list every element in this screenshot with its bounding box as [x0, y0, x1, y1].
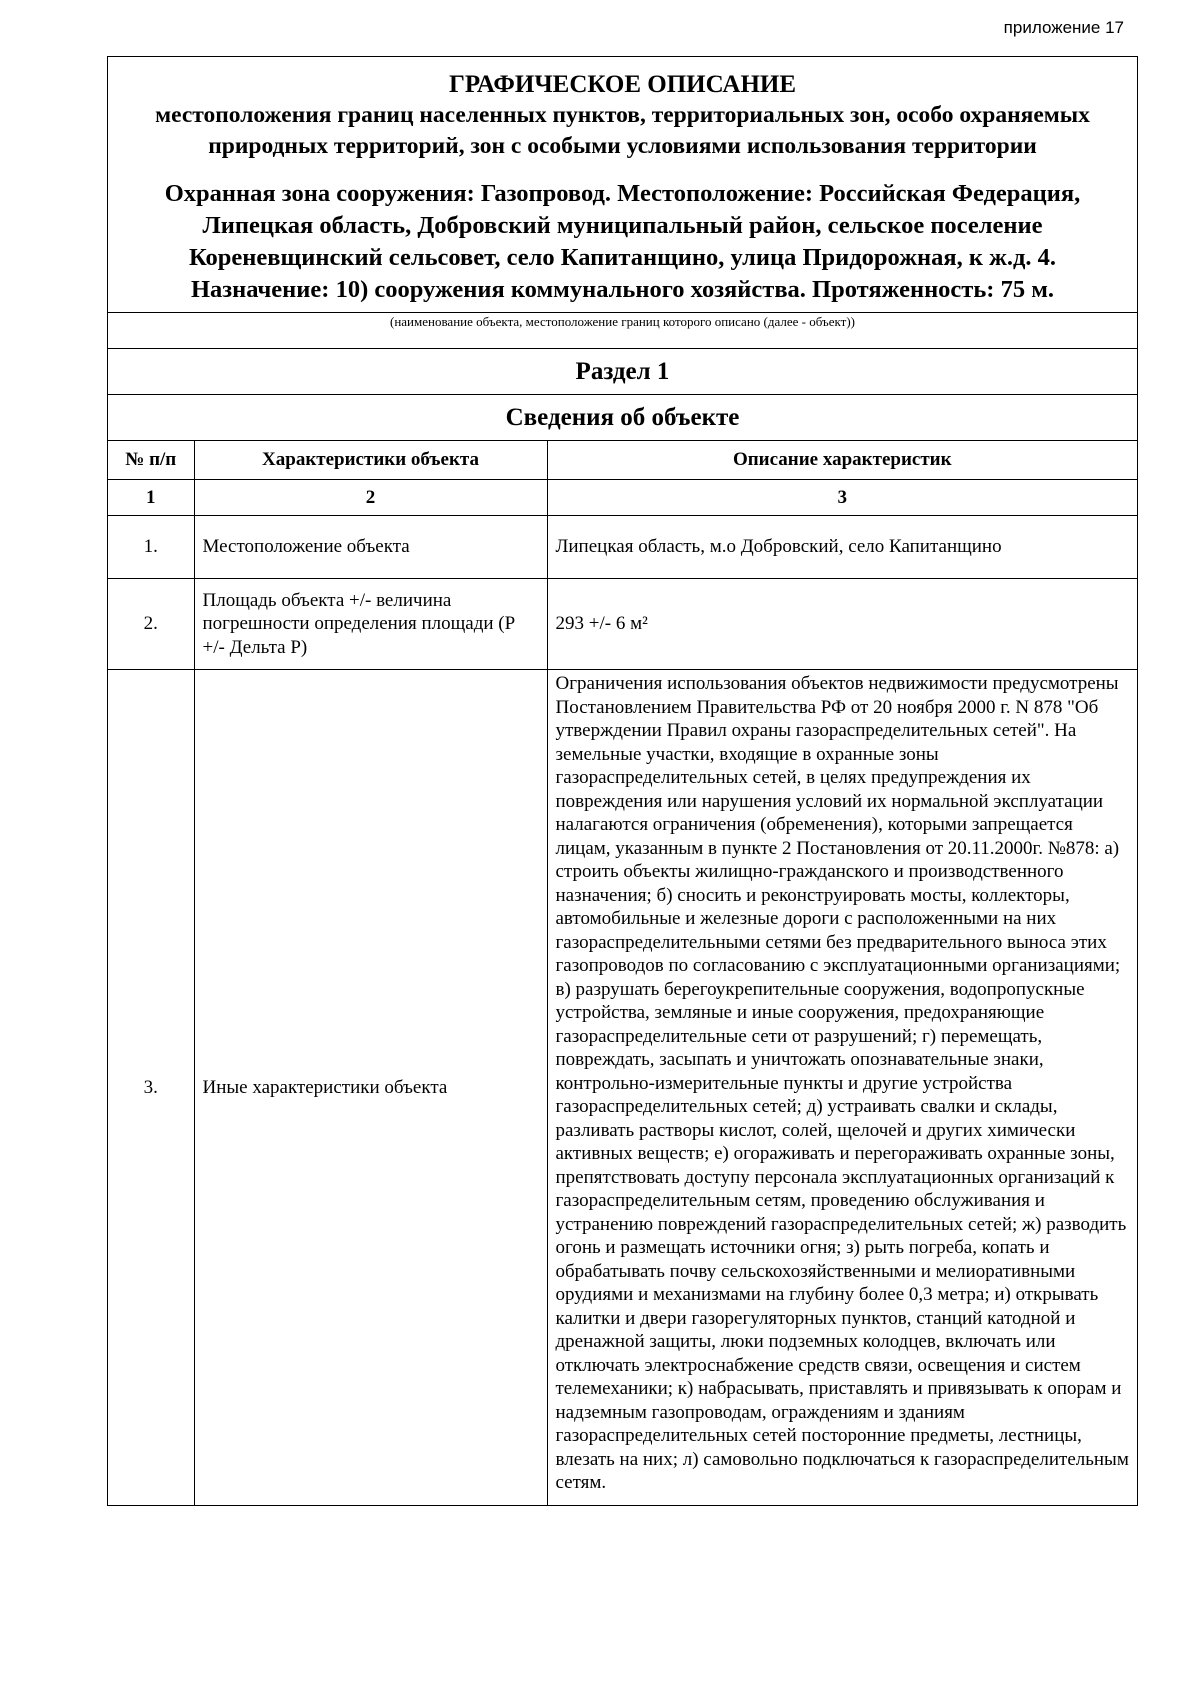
object-info-table [108, 440, 1137, 1505]
section-title: Сведения об объекте [505, 404, 740, 431]
row-number: 3. [108, 670, 194, 1505]
row-description: 293 +/- 6 м² [547, 579, 1137, 670]
table-header-row [108, 441, 1137, 480]
row-characteristic: Местоположение объекта [194, 516, 547, 579]
section-label: Раздел 1 [108, 349, 1137, 395]
column-number-row [108, 480, 1137, 516]
row-description: Ограничения использования объектов недвижимости предусмотрены Постановлением Правительства РФ от 20 ноября 2000 г. N 878 "Об утверждении Правил охраны газораспределительных сетей". На земельные участки, входящие в охранные зоны газораспределительных сетей, в целях предупреждения их повреждения или нарушения условий их нормальной эксплуатации налагаются ограничения (обременения), которыми запрещается лицам, указанным в пункте 2 Постановления от 20.11.2000г. №878: а) строить объекты жилищно-гражданского и производственного назначения; б) сносить и реконструировать мосты, коллекторы, автомобильные и железные дороги с расположенными на них газораспределительными сетями без предварительного выноса этих газопроводов по согласованию с эксплуатационными организациями; в) разрушать берегоукрепительные сооружения, водопропускные устройства, земляные и иные сооружения, предохраняющие газораспределительные сети от разрушений; г) перемещать, повреждать, засыпать и уничтожать опознавательные знаки, контрольно-измерительные пункты и другие устройства газораспределительных сетей; д) устраивать свалки и склады, разливать растворы кислот, солей, щелочей и других химически активных веществ; е) огораживать и перегораживать охранные зоны, препятствовать доступу персонала эксплуатационных организаций к газораспределительным сетям, проведению обслуживания и устранению повреждений газораспределительных сетей; ж) разводить огонь и размещать источники огня; з) рыть погреба, копать и обрабатывать почву сельскохозяйственными и мелиоративными орудиями и механизмами на глубину более 0,3 метра; и) открывать калитки и двери газорегуляторных пунктов, станций катодной и дренажной защиты, люки подземных колодцев, включать или отключать электроснабжение средств связи, освещения и систем телемеханики; к) набрасывать, приставлять и привязывать к опорам и надземным газопроводам, ограждениям и зданиям газораспределительных сетей посторонние предметы, лестницы, влезать на них; л) самовольно подключаться к газораспределительным сетям. [547, 670, 1137, 1505]
table-row [108, 670, 1137, 1505]
document-frame [107, 56, 1138, 1506]
table-row [108, 516, 1137, 579]
column-number: 1 [108, 480, 194, 516]
document-title: ГРАФИЧЕСКОЕ ОПИСАНИЕ [448, 71, 797, 98]
header-number: № п/п [108, 441, 194, 480]
header-characteristic: Характеристики объекта [194, 441, 547, 480]
document-subtitle: местоположения границ населенных пунктов, территориальных зон, особо охраняемых природных территорий, зон с особыми условиями использования территории [155, 102, 1090, 159]
title-block [108, 57, 1137, 313]
object-caption: (наименование объекта, местоположение границ которого описано (далее - объект)) [108, 313, 1137, 349]
table-row [108, 579, 1137, 670]
column-number: 2 [194, 480, 547, 516]
header-description: Описание характеристик [547, 441, 1137, 480]
column-number: 3 [547, 480, 1137, 516]
row-characteristic: Иные характеристики объекта [194, 670, 547, 1505]
row-description: Липецкая область, м.о Добровский, село Капитанщино [547, 516, 1137, 579]
row-number: 2. [108, 579, 194, 670]
appendix-label: приложение 17 [1003, 18, 1124, 37]
row-number: 1. [108, 516, 194, 579]
row-characteristic: Площадь объекта +/- величина погрешности определения площади (P +/- Дельта P) [194, 579, 547, 670]
object-name: Охранная зона сооружения: Газопровод. Местоположение: Российская Федерация, Липецкая область, Добровский муниципальный район, сельское поселение Кореневщинский сельсовет, село Капитанщино, улица Придорожная, к ж.д. 4. Назначение: 10) сооружения коммунального хозяйства. Протяженность: 75 м. [164, 180, 1081, 303]
